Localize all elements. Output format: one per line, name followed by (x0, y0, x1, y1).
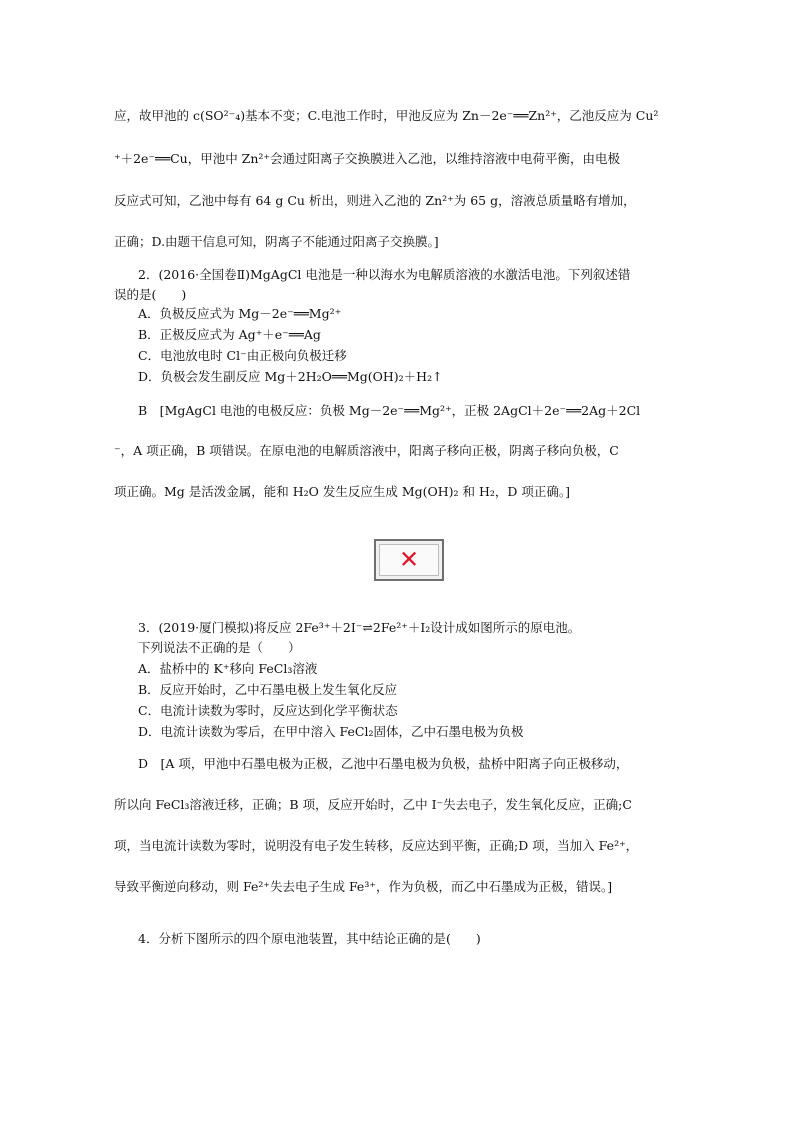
question-3-answer: D [A 项，甲池中石墨电极为正极，乙池中石墨电极为负极，盐桥中阳离子向正极移动， (138, 756, 629, 771)
close-icon: ✕ (398, 545, 420, 574)
broken-image-placeholder (374, 539, 444, 581)
question-3-stem: 3．(2019·厦门模拟)将反应 2Fe³⁺＋2I⁻⇌2Fe²⁺＋I₂设计成如图所示的原电池。 (138, 620, 581, 635)
question-2-answer-cont: 项正确。Mg 是活泼金属，能和 H₂O 发生反应生成 Mg(OH)₂ 和 H₂，D 项正确。] (114, 484, 571, 499)
question-3-answer-cont: 导致平衡逆向移动，则 Fe²⁺失去电子生成 Fe³⁺，作为负极，而乙中石墨成为正极，错误。] (114, 879, 613, 894)
text-line: 应，故甲池的 c(SO²⁻₄)基本不变；C.电池工作时，甲池反应为 Zn－2e⁻══Zn²⁺，乙池反应为 Cu² (114, 108, 659, 123)
question-2-option-b: B．正极反应式为 Ag⁺＋e⁻══Ag (138, 327, 321, 342)
question-3-option-d: D．电流计读数为零后，在甲中溶入 FeCl₂固体，乙中石墨电极为负极 (138, 724, 524, 739)
question-3-answer-cont: 项，当电流计读数为零时，说明没有电子发生转移，反应达到平衡，正确;D 项，当加入 Fe²⁺， (114, 838, 639, 853)
question-2-answer: B [MgAgCl 电池的电极反应：负极 Mg－2e⁻══Mg²⁺，正极 2AgCl＋2e⁻══2Ag＋2Cl (138, 403, 641, 418)
text-line: 正确；D.由题干信息可知，阴离子不能通过阳离子交换膜。] (114, 234, 439, 249)
question-2-answer-cont: ⁻，A 项正确，B 项错误。在原电池的电解质溶液中，阳离子移向正极，阴离子移向负极，C (114, 443, 619, 458)
question-3-option-a: A．盐桥中的 K⁺移向 FeCl₃溶液 (138, 661, 318, 676)
question-3-option-b: B．反应开始时，乙中石墨电极上发生氧化反应 (138, 682, 398, 697)
text-line: 反应式可知，乙池中每有 64 g Cu 析出，则进入乙池的 Zn²⁺为 65 g，溶液总质量略有增加， (114, 193, 636, 208)
question-3-option-c: C．电流计读数为零时，反应达到化学平衡状态 (138, 703, 398, 718)
question-2-option-a: A．负极反应式为 Mg－2e⁻══Mg²⁺ (138, 306, 342, 321)
question-3-answer-cont: 所以向 FeCl₃溶液迁移，正确；B 项，反应开始时，乙中 I⁻失去电子，发生氧化反应，正确;C (114, 797, 632, 812)
text-line: ⁺＋2e⁻══Cu，甲池中 Zn²⁺会通过阳离子交换膜进入乙池，以维持溶液中电荷平衡，由电极 (114, 151, 621, 166)
question-2-stem: 2．(2016·全国卷Ⅱ)MgAgCl 电池是一种以海水为电解质溶液的水激活电池。下列叙述错 (138, 267, 631, 282)
question-2-stem-cont: 误的是( ) (114, 287, 187, 302)
question-3-stem-cont: 下列说法不正确的是（ ） (138, 640, 301, 655)
question-2-option-c: C．电池放电时 Cl⁻由正极向负极迁移 (138, 348, 347, 363)
question-2-option-d: D．负极会发生副反应 Mg＋2H₂O══Mg(OH)₂＋H₂↑ (138, 369, 443, 384)
question-4-stem: 4．分析下图所示的四个原电池装置，其中结论正确的是( ) (138, 931, 481, 946)
